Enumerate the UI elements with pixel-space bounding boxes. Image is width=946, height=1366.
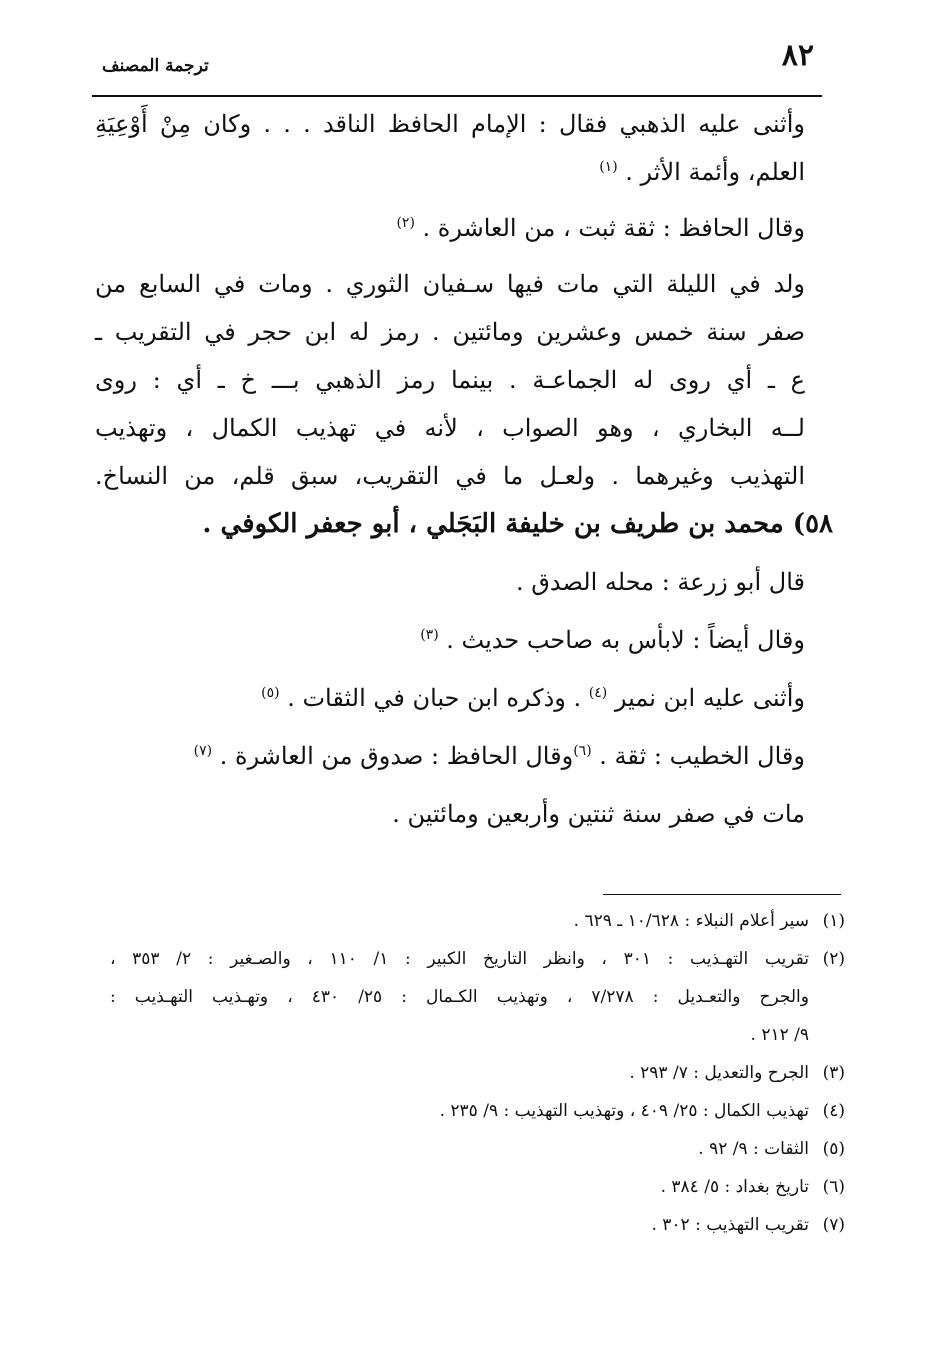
footnote	[110, 1092, 845, 1130]
text-line-content: وقال الحافظ : صدوق من العاشرة .	[219, 742, 574, 770]
page-number: ٨٢	[781, 38, 814, 73]
header-rule	[92, 95, 822, 97]
footnote-text: الثقات : ٩/ ٩٢ .	[698, 1139, 809, 1159]
text-line-content: وأثنى عليه ابن نمير	[614, 684, 805, 712]
footnote-number: (٢)	[822, 949, 845, 969]
footnote	[110, 1054, 845, 1092]
footnote	[110, 940, 845, 978]
footnotes	[110, 902, 845, 1244]
footnote-number: (١)	[822, 911, 845, 931]
footnote-ref: (١)	[599, 159, 618, 175]
footnote-continuation: ٩/ ٢١٢ .	[750, 1025, 809, 1045]
footnote-ref: (٥)	[261, 685, 280, 701]
footnote	[110, 1130, 845, 1168]
text-line-content: . وذكره ابن حبان في الثقات .	[287, 684, 582, 712]
text-line-content: وقال الحافظ : ثقة ثبت ، من العاشرة .	[422, 214, 805, 242]
footnote-ref: (٣)	[420, 627, 439, 643]
footnote	[110, 1206, 845, 1244]
entry-number: ٥٨)	[792, 509, 833, 539]
text-line-content: العلم، وأئمة الأثر .	[625, 158, 805, 186]
text-line: لــه البخاري ، وهو الصواب ، لأنه في تهذيب الكمال ، وتهذيب	[95, 414, 805, 442]
footnote-number: (٦)	[822, 1177, 845, 1197]
text-line: قال أبو زرعة : محله الصدق .	[516, 568, 805, 596]
footnote-ref: (٦)	[573, 743, 592, 759]
text-line-content: وقال أيضاً : لابأس به صاحب حديث .	[446, 626, 805, 654]
page-header	[92, 38, 822, 88]
text-line: ولد في الليلة التي مات فيها سـفيان الثوري . ومات في السابع من	[95, 270, 805, 298]
footnote-ref: (٢)	[396, 215, 415, 231]
running-head: ترجمة المصنف	[102, 56, 209, 76]
footnote-continuation: والجرح والتعـديل : ٧/٢٧٨ ، وتهذيب الكـمال : ٢٥/ ٤٣٠ ، وتهـذيب التهـذيب :	[110, 987, 809, 1007]
text-line	[95, 732, 805, 780]
text-line	[95, 204, 805, 252]
footnote-text: سير أعلام النبلاء : ١٠/٦٢٨ ـ ٦٢٩ .	[573, 911, 809, 931]
footnote-number: (٧)	[822, 1215, 845, 1235]
text-line: صفر سنة خمس وعشرين ومائتين . رمز له ابن حجر في التقريب ـ	[95, 318, 805, 346]
text-line: التهذيب وغيرهما . ولعـل ما في التقريب، سبق قلم، من النساخ.	[95, 462, 805, 490]
text-line	[95, 616, 805, 664]
footnote	[110, 902, 845, 940]
entry-title: محمد بن طريف بن خليفة البَجَلي ، أبو جعفر الكوفي .	[202, 509, 784, 539]
footnote-number: (٥)	[822, 1139, 845, 1159]
footnote-ref: (٧)	[193, 743, 213, 759]
main-text	[95, 100, 833, 838]
text-line: ع ـ أي روى له الجماعـة . بينما رمز الذهبي بـــ خ ـ أي : روى	[95, 366, 805, 394]
footnote-text: تهذيب الكمال : ٢٥/ ٤٠٩ ، وتهذيب التهذيب : ٩/ ٢٣٥ .	[439, 1101, 809, 1121]
text-line: وأثنى عليه الذهبي فقال : الإمام الحافظ الناقد . . . وكان مِنْ أَوْعِيَةِ	[95, 110, 805, 138]
footnote-text: تقريب التهـذيب : ٣٠١ ، وانظر التاريخ الكبير : ١/ ١١٠ ، والصـغير : ٢/ ٣٥٣ ،	[110, 949, 809, 969]
text-line-content: وقال الخطيب : ثقة .	[599, 742, 805, 770]
footnote-rule	[603, 894, 841, 895]
entry-heading	[95, 500, 833, 548]
footnote-text: تاريخ بغداد : ٥/ ٣٨٤ .	[660, 1177, 809, 1197]
footnote-text: الجرح والتعديل : ٧/ ٢٩٣ .	[629, 1063, 809, 1083]
footnote-number: (٤)	[822, 1101, 845, 1121]
footnote-text: تقريب التهذيب : ٣٠٢ .	[651, 1215, 809, 1235]
text-line: مات في صفر سنة ثنتين وأربعين ومائتين .	[392, 800, 805, 828]
footnote	[110, 1168, 845, 1206]
text-line	[95, 148, 805, 196]
footnote-ref: (٤)	[588, 685, 608, 701]
footnote-number: (٣)	[822, 1063, 845, 1083]
text-line	[95, 674, 805, 722]
